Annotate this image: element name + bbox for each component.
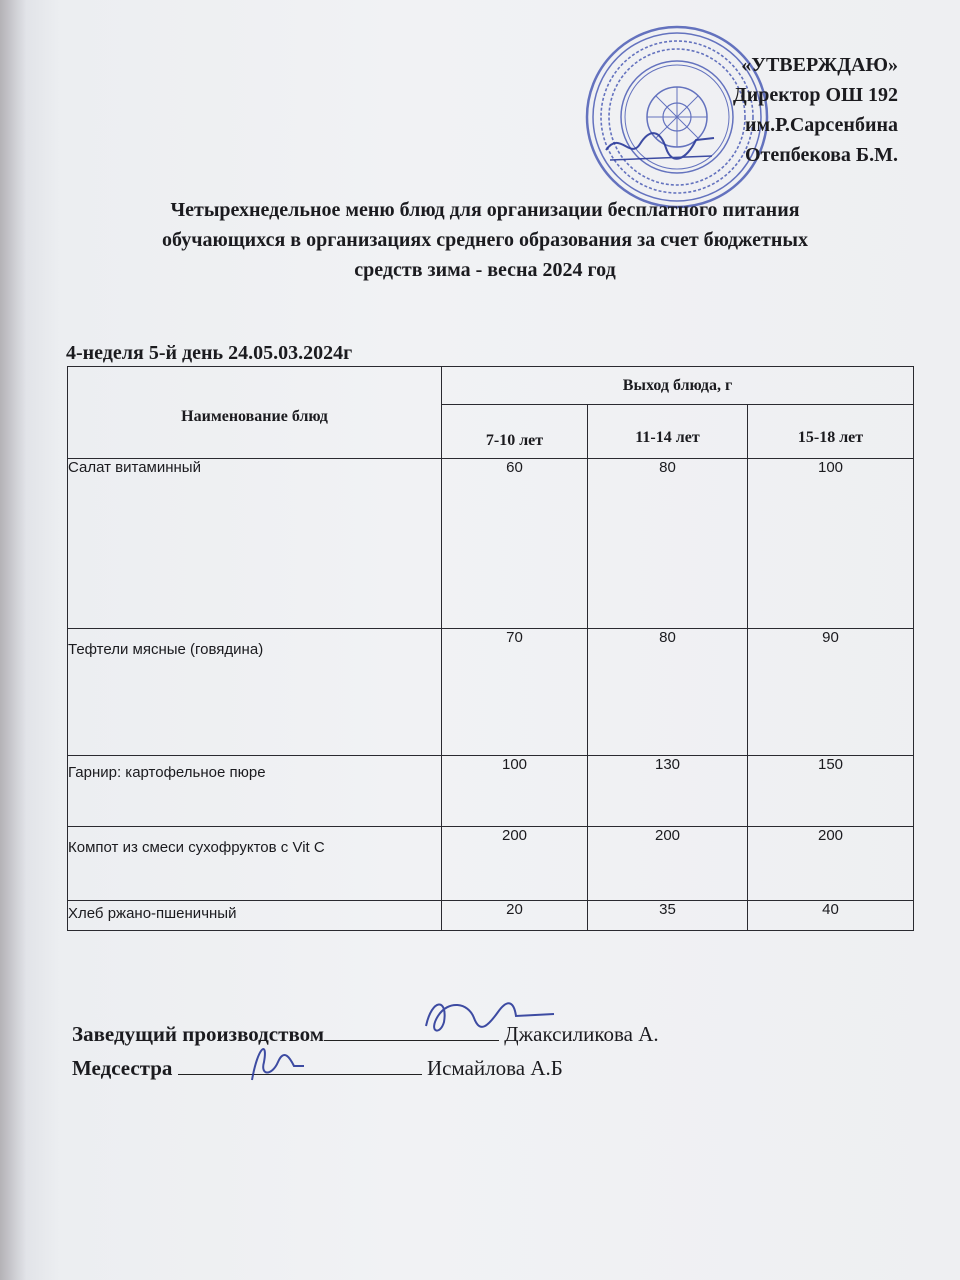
table-row (68, 459, 914, 629)
title-line-2: обучающихся в организациях среднего образования за счет бюджетных (161, 229, 809, 251)
production-role: Заведущий производством (72, 1022, 325, 1046)
header-dish-name: Наименование блюд (68, 367, 442, 459)
dish-value: 90 (748, 629, 914, 756)
dish-value: 35 (588, 901, 748, 931)
nurse-name: Исмайлова А.Б (426, 1056, 563, 1080)
dish-value: 40 (748, 901, 914, 931)
production-signature-icon (418, 992, 558, 1042)
dish-value: 60 (442, 459, 588, 629)
dish-value: 150 (748, 756, 914, 827)
title-line-3: средств зима - весна 2024 год (354, 259, 616, 281)
dish-value: 100 (442, 756, 588, 827)
dish-name: Салат витаминный (68, 459, 442, 629)
dish-value: 200 (442, 827, 588, 901)
header-age-group: 15-18 лет (748, 405, 914, 459)
dish-value: 100 (748, 459, 914, 629)
nurse-signature-icon (242, 1036, 312, 1086)
approval-block (638, 50, 898, 170)
menu-table (67, 366, 914, 931)
dish-value: 20 (442, 901, 588, 931)
approval-director-name: Отепбекова Б.М. (744, 144, 898, 166)
title-line-1: Четырехнедельное меню блюд для организации бесплатного питания (170, 199, 800, 221)
dish-value: 80 (588, 459, 748, 629)
table-row (68, 756, 914, 827)
header-output: Выход блюда, г (442, 367, 914, 405)
nurse-role: Медсестра (72, 1056, 173, 1080)
table-row (68, 629, 914, 756)
nurse-signature-line (72, 1056, 563, 1081)
dish-value: 80 (588, 629, 748, 756)
production-name: Джаксиликова А. (504, 1022, 659, 1046)
approval-school: им.Р.Сарсенбина (745, 114, 898, 136)
approval-heading: «УТВЕРЖДАЮ» (741, 54, 898, 76)
table-row (68, 901, 914, 931)
production-signature-line (72, 1022, 659, 1047)
dish-value: 70 (442, 629, 588, 756)
table-row (68, 827, 914, 901)
dish-value: 200 (588, 827, 748, 901)
header-age-group: 11-14 лет (588, 405, 748, 459)
approval-position: Директор ОШ 192 (732, 84, 898, 106)
dish-name: Гарнир: картофельное пюре (68, 756, 442, 827)
dish-name: Тефтели мясные (говядина) (68, 629, 442, 756)
header-age-group: 7-10 лет (442, 405, 588, 459)
document-title (60, 195, 910, 285)
dish-value: 130 (588, 756, 748, 827)
dish-name: Компот из смеси сухофруктов с Vit C (68, 827, 442, 901)
day-label: 4-неделя 5-й день 24.05.03.2024г (66, 342, 353, 364)
dish-value: 200 (748, 827, 914, 901)
dish-name: Хлеб ржано-пшеничный (68, 901, 442, 931)
